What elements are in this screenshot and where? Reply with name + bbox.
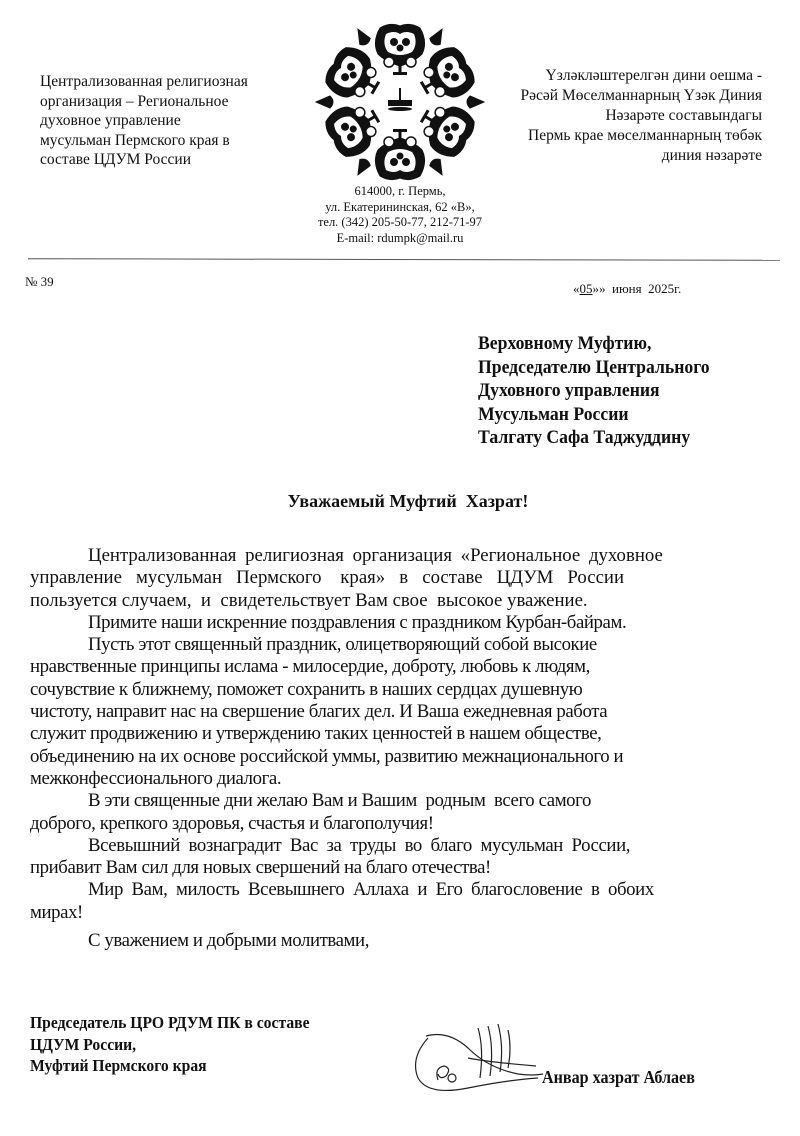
document-date	[573, 281, 681, 297]
body-line: доброго, крепкого здоровья, счастья и благополучия!	[30, 812, 434, 834]
org-line: Рәсәй Мөселманнарның Үзәк Диния	[520, 87, 762, 104]
body-line: управление мусульман Пермского края» в составе ЦДУМ России	[30, 567, 625, 589]
org-line: организация – Региональное	[40, 92, 229, 110]
body-line: мирах!	[30, 901, 83, 923]
body-line: сочувствие к ближнему, поможет сохранить в наших сердцах душевную	[30, 678, 583, 700]
signatory-title	[30, 1012, 310, 1077]
org-line: Үзләкләштерелгән дини оешма -	[545, 67, 762, 84]
header-divider	[28, 258, 780, 261]
org-line: Централизованная религиозная	[40, 73, 248, 90]
signatory-name: Анвар хазрат Аблаев	[542, 1067, 695, 1087]
org-line: духовное управление	[40, 112, 181, 129]
addressee-line: Мусульман России	[478, 403, 629, 425]
addressee-line: Талгату Сафа Таджуддину	[478, 427, 691, 448]
letter-body	[30, 545, 762, 952]
body-line: нравственные принципы ислама - милосердие, доброту, любовь к людям,	[30, 656, 590, 678]
addressee-block	[478, 332, 710, 450]
date-day: 05	[579, 281, 593, 296]
addressee-line: Верховному Муфтию,	[478, 333, 652, 354]
address-line: 614000, г. Пермь,	[354, 184, 446, 198]
body-line: Всевышний вознаградит Вас за труды во благо мусульман России,	[88, 834, 631, 856]
org-line: мусульман Пермского края в	[40, 131, 230, 149]
body-line: объединению на их основе российской уммы, развитию межнационального и	[30, 745, 624, 767]
org-line: составе ЦДУМ России	[40, 151, 192, 168]
body-line: В эти священные дни желаю Вам и Вашим родным всего самого	[88, 790, 591, 812]
letterhead-right-org	[462, 66, 762, 166]
body-line: Централизованная религиозная организация «Региональное духовное	[88, 545, 663, 566]
org-line: Нәзарәте составындагы	[605, 107, 762, 124]
date-close: »»	[592, 281, 606, 296]
body-line: Мир Вам, милость Всевышнего Аллаха и Его благословение в обоих	[88, 879, 654, 901]
date-month-year: июня 2025г.	[605, 281, 682, 296]
signatory-title-line: Муфтий Пермского края	[30, 1056, 207, 1075]
email-line: E-mail: rdumpk@mail.ru	[336, 230, 464, 245]
phone-line: тел. (342) 205-50-77, 212-71-97	[317, 215, 483, 229]
body-line: прибавит Вам сил для новых свершений на благо отечества!	[30, 857, 491, 879]
body-line: пользуется случаем, и свидетельствует Вам свое высокое уважение.	[30, 589, 588, 611]
addressee-line: Председателю Центрального	[478, 356, 710, 378]
handwritten-signature-icon	[408, 1018, 548, 1098]
body-line: С уважением и добрыми молитвами,	[88, 930, 369, 952]
body-line: Пусть этот священный праздник, олицетворяющий собой высокие	[88, 634, 597, 656]
greeting: Уважаемый Муфтий Хазрат!	[287, 491, 529, 511]
letterhead-contacts	[300, 184, 500, 246]
document-number: № 39	[25, 274, 54, 289]
body-line: чистоту, направит нас на свершение благих дел. И Ваша ежедневная работа	[30, 701, 608, 723]
date-open: «	[573, 281, 580, 296]
body-line: межконфессионального диалога.	[30, 767, 282, 789]
signatory-title-line: Председатель ЦРО РДУМ ПК в составе	[30, 1013, 310, 1032]
body-line: Примите наши искренние поздравления с праздником Курбан-байрам.	[88, 611, 627, 633]
letterhead-left-org	[40, 72, 248, 170]
addressee-line: Духовного управления	[478, 380, 660, 401]
org-line: Пермь крае мөселманнарның төбәк	[528, 127, 762, 144]
body-line: служит продвижению и утверждению таких ценностей в нашем обществе,	[30, 723, 602, 745]
address-line: ул. Екатерининская, 62 «В»,	[325, 199, 475, 214]
org-line: диния нәзарәте	[661, 147, 762, 164]
signatory-title-line: ЦДУМ России,	[30, 1034, 137, 1054]
